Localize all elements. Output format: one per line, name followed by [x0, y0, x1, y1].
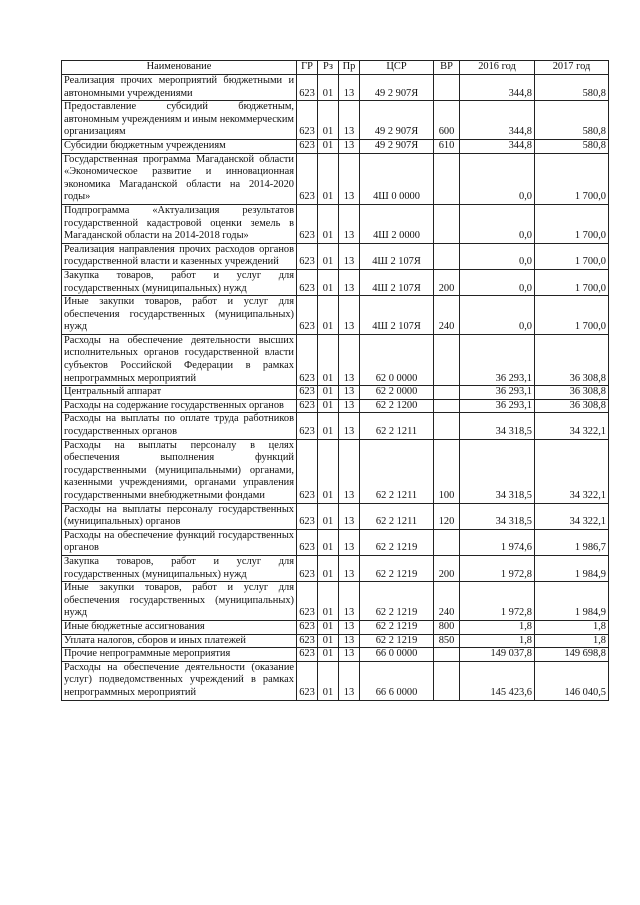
amount-2017-cell: 34 322,1 [535, 439, 609, 503]
csr-cell: 62 2 1219 [360, 529, 434, 555]
name-cell: Государственная программа Магаданской области «Экономическое развитие и инновационная экономика Магаданской области на 2014-2020 годы» [62, 153, 297, 204]
amount-2016-cell: 344,8 [460, 101, 535, 140]
rz-cell: 01 [318, 153, 339, 204]
table-row [62, 386, 609, 400]
pr-cell: 13 [339, 139, 360, 153]
header-vr: ВР [434, 61, 460, 75]
csr-cell: 66 0 0000 [360, 648, 434, 662]
name-cell: Расходы на выплаты по оплате труда работников государственных органов [62, 413, 297, 439]
vr-cell: 200 [434, 269, 460, 295]
amount-2016-cell: 344,8 [460, 139, 535, 153]
gr-cell: 623 [297, 555, 318, 581]
table-row [62, 269, 609, 295]
csr-cell: 62 0 0000 [360, 334, 434, 385]
rz-cell: 01 [318, 101, 339, 140]
rz-cell: 01 [318, 334, 339, 385]
name-cell: Субсидии бюджетным учреждениям [62, 139, 297, 153]
pr-cell: 13 [339, 582, 360, 621]
amount-2017-cell: 1,8 [535, 634, 609, 648]
rz-cell: 01 [318, 555, 339, 581]
rz-cell: 01 [318, 529, 339, 555]
vr-cell: 200 [434, 555, 460, 581]
csr-cell: 62 2 0000 [360, 386, 434, 400]
table-row [62, 334, 609, 385]
table-row [62, 75, 609, 101]
csr-cell: 4Ш 2 0000 [360, 204, 434, 243]
amount-2017-cell: 1 700,0 [535, 153, 609, 204]
amount-2016-cell: 34 318,5 [460, 439, 535, 503]
gr-cell: 623 [297, 75, 318, 101]
amount-2017-cell: 1 700,0 [535, 269, 609, 295]
pr-cell: 13 [339, 503, 360, 529]
amount-2016-cell: 36 293,1 [460, 399, 535, 413]
amount-2017-cell: 1 986,7 [535, 529, 609, 555]
header-row [62, 61, 609, 75]
header-name: Наименование [62, 61, 297, 75]
amount-2016-cell: 1,8 [460, 620, 535, 634]
amount-2017-cell: 149 698,8 [535, 648, 609, 662]
amount-2016-cell: 34 318,5 [460, 503, 535, 529]
csr-cell: 62 2 1211 [360, 503, 434, 529]
vr-cell [434, 529, 460, 555]
csr-cell: 4Ш 0 0000 [360, 153, 434, 204]
table-row [62, 439, 609, 503]
rz-cell: 01 [318, 582, 339, 621]
csr-cell: 62 2 1211 [360, 413, 434, 439]
vr-cell [434, 648, 460, 662]
pr-cell: 13 [339, 101, 360, 140]
rz-cell: 01 [318, 139, 339, 153]
vr-cell [434, 204, 460, 243]
amount-2017-cell: 36 308,8 [535, 399, 609, 413]
amount-2016-cell: 0,0 [460, 243, 535, 269]
csr-cell: 49 2 907Я [360, 75, 434, 101]
csr-cell: 4Ш 2 107Я [360, 269, 434, 295]
header-csr: ЦСР [360, 61, 434, 75]
csr-cell: 66 6 0000 [360, 661, 434, 700]
pr-cell: 13 [339, 648, 360, 662]
csr-cell: 62 2 1211 [360, 439, 434, 503]
header-2017: 2017 год [535, 61, 609, 75]
table-row [62, 503, 609, 529]
rz-cell: 01 [318, 439, 339, 503]
table-row [62, 555, 609, 581]
pr-cell: 13 [339, 399, 360, 413]
amount-2016-cell: 1 974,6 [460, 529, 535, 555]
csr-cell: 62 2 1219 [360, 620, 434, 634]
table-row [62, 413, 609, 439]
amount-2016-cell: 0,0 [460, 153, 535, 204]
table-row [62, 529, 609, 555]
rz-cell: 01 [318, 75, 339, 101]
rz-cell: 01 [318, 399, 339, 413]
rz-cell: 01 [318, 634, 339, 648]
name-cell: Расходы на обеспечение функций государственных органов [62, 529, 297, 555]
gr-cell: 623 [297, 582, 318, 621]
pr-cell: 13 [339, 439, 360, 503]
vr-cell [434, 153, 460, 204]
amount-2016-cell: 344,8 [460, 75, 535, 101]
vr-cell [434, 386, 460, 400]
gr-cell: 623 [297, 399, 318, 413]
gr-cell: 623 [297, 661, 318, 700]
csr-cell: 49 2 907Я [360, 101, 434, 140]
amount-2016-cell: 1,8 [460, 634, 535, 648]
amount-2017-cell: 34 322,1 [535, 413, 609, 439]
gr-cell: 623 [297, 413, 318, 439]
name-cell: Уплата налогов, сборов и иных платежей [62, 634, 297, 648]
name-cell: Расходы на обеспечение деятельности высших исполнительных органов государственной власти субъектов Российской Федерации в рамках непрограммных мероприятий [62, 334, 297, 385]
gr-cell: 623 [297, 634, 318, 648]
csr-cell: 62 2 1219 [360, 555, 434, 581]
amount-2017-cell: 34 322,1 [535, 503, 609, 529]
gr-cell: 623 [297, 296, 318, 335]
name-cell: Подпрограмма «Актуализация результатов государственной кадастровой оценки земель в Магаданской области на 2014-2018 годы» [62, 204, 297, 243]
vr-cell: 850 [434, 634, 460, 648]
name-cell: Закупка товаров, работ и услуг для государственных (муниципальных) нужд [62, 269, 297, 295]
amount-2017-cell: 580,8 [535, 101, 609, 140]
vr-cell: 600 [434, 101, 460, 140]
gr-cell: 623 [297, 386, 318, 400]
amount-2016-cell: 1 972,8 [460, 582, 535, 621]
name-cell: Расходы на выплаты персоналу государственных (муниципальных) органов [62, 503, 297, 529]
amount-2017-cell: 1 984,9 [535, 582, 609, 621]
amount-2016-cell: 34 318,5 [460, 413, 535, 439]
gr-cell: 623 [297, 529, 318, 555]
pr-cell: 13 [339, 334, 360, 385]
table-row [62, 243, 609, 269]
pr-cell: 13 [339, 529, 360, 555]
gr-cell: 623 [297, 439, 318, 503]
pr-cell: 13 [339, 75, 360, 101]
amount-2017-cell: 1 984,9 [535, 555, 609, 581]
amount-2017-cell: 146 040,5 [535, 661, 609, 700]
table-row [62, 139, 609, 153]
header-rz: Рз [318, 61, 339, 75]
pr-cell: 13 [339, 296, 360, 335]
header-gr: ГР [297, 61, 318, 75]
vr-cell: 240 [434, 582, 460, 621]
name-cell: Расходы на выплаты персоналу в целях обеспечения выполнения функций государственными (муниципальными) органами, казенными учреждениями, органами управления государственными внебюджетными фондами [62, 439, 297, 503]
rz-cell: 01 [318, 503, 339, 529]
pr-cell: 13 [339, 153, 360, 204]
name-cell: Иные закупки товаров, работ и услуг для обеспечения государственных (муниципальных) нужд [62, 582, 297, 621]
header-pr: Пр [339, 61, 360, 75]
csr-cell: 62 2 1219 [360, 582, 434, 621]
amount-2017-cell: 1,8 [535, 620, 609, 634]
amount-2016-cell: 0,0 [460, 296, 535, 335]
table-row [62, 399, 609, 413]
vr-cell: 100 [434, 439, 460, 503]
csr-cell: 62 2 1219 [360, 634, 434, 648]
amount-2016-cell: 1 972,8 [460, 555, 535, 581]
rz-cell: 01 [318, 648, 339, 662]
rz-cell: 01 [318, 204, 339, 243]
amount-2016-cell: 149 037,8 [460, 648, 535, 662]
name-cell: Центральный аппарат [62, 386, 297, 400]
pr-cell: 13 [339, 620, 360, 634]
name-cell: Реализация направления прочих расходов органов государственной власти и казенных учреждений [62, 243, 297, 269]
csr-cell: 4Ш 2 107Я [360, 296, 434, 335]
amount-2016-cell: 0,0 [460, 269, 535, 295]
gr-cell: 623 [297, 648, 318, 662]
pr-cell: 13 [339, 269, 360, 295]
amount-2017-cell: 1 700,0 [535, 204, 609, 243]
vr-cell [434, 334, 460, 385]
vr-cell: 800 [434, 620, 460, 634]
vr-cell [434, 75, 460, 101]
table-row [62, 634, 609, 648]
budget-table [61, 60, 609, 701]
name-cell: Реализация прочих мероприятий бюджетными и автономными учреждениями [62, 75, 297, 101]
amount-2016-cell: 0,0 [460, 204, 535, 243]
table-row [62, 620, 609, 634]
gr-cell: 623 [297, 503, 318, 529]
header-2016: 2016 год [460, 61, 535, 75]
rz-cell: 01 [318, 620, 339, 634]
vr-cell [434, 413, 460, 439]
csr-cell: 4Ш 2 107Я [360, 243, 434, 269]
name-cell: Иные закупки товаров, работ и услуг для обеспечения государственных (муниципальных) нужд [62, 296, 297, 335]
gr-cell: 623 [297, 620, 318, 634]
vr-cell: 240 [434, 296, 460, 335]
name-cell: Расходы на обеспечение деятельности (оказание услуг) подведомственных учреждений в рамках непрограммных мероприятий [62, 661, 297, 700]
name-cell: Предоставление субсидий бюджетным, автономным учреждениям и иным некоммерческим организациям [62, 101, 297, 140]
rz-cell: 01 [318, 269, 339, 295]
amount-2016-cell: 36 293,1 [460, 334, 535, 385]
table-row [62, 661, 609, 700]
name-cell: Расходы на содержание государственных органов [62, 399, 297, 413]
pr-cell: 13 [339, 413, 360, 439]
rz-cell: 01 [318, 386, 339, 400]
name-cell: Иные бюджетные ассигнования [62, 620, 297, 634]
table-row [62, 296, 609, 335]
amount-2017-cell: 580,8 [535, 139, 609, 153]
pr-cell: 13 [339, 386, 360, 400]
vr-cell [434, 243, 460, 269]
table-row [62, 101, 609, 140]
amount-2017-cell: 36 308,8 [535, 386, 609, 400]
amount-2017-cell: 1 700,0 [535, 243, 609, 269]
amount-2017-cell: 36 308,8 [535, 334, 609, 385]
csr-cell: 49 2 907Я [360, 139, 434, 153]
name-cell: Закупка товаров, работ и услуг для государственных (муниципальных) нужд [62, 555, 297, 581]
table-row [62, 582, 609, 621]
gr-cell: 623 [297, 269, 318, 295]
amount-2016-cell: 145 423,6 [460, 661, 535, 700]
pr-cell: 13 [339, 204, 360, 243]
gr-cell: 623 [297, 243, 318, 269]
gr-cell: 623 [297, 101, 318, 140]
rz-cell: 01 [318, 243, 339, 269]
amount-2016-cell: 36 293,1 [460, 386, 535, 400]
table-body [62, 75, 609, 701]
table-row [62, 153, 609, 204]
pr-cell: 13 [339, 555, 360, 581]
table-row [62, 204, 609, 243]
gr-cell: 623 [297, 139, 318, 153]
gr-cell: 623 [297, 204, 318, 243]
vr-cell [434, 399, 460, 413]
pr-cell: 13 [339, 661, 360, 700]
amount-2017-cell: 1 700,0 [535, 296, 609, 335]
vr-cell: 610 [434, 139, 460, 153]
pr-cell: 13 [339, 634, 360, 648]
vr-cell [434, 661, 460, 700]
pr-cell: 13 [339, 243, 360, 269]
table-row [62, 648, 609, 662]
csr-cell: 62 2 1200 [360, 399, 434, 413]
amount-2017-cell: 580,8 [535, 75, 609, 101]
rz-cell: 01 [318, 296, 339, 335]
rz-cell: 01 [318, 661, 339, 700]
rz-cell: 01 [318, 413, 339, 439]
vr-cell: 120 [434, 503, 460, 529]
name-cell: Прочие непрограммные мероприятия [62, 648, 297, 662]
gr-cell: 623 [297, 334, 318, 385]
gr-cell: 623 [297, 153, 318, 204]
